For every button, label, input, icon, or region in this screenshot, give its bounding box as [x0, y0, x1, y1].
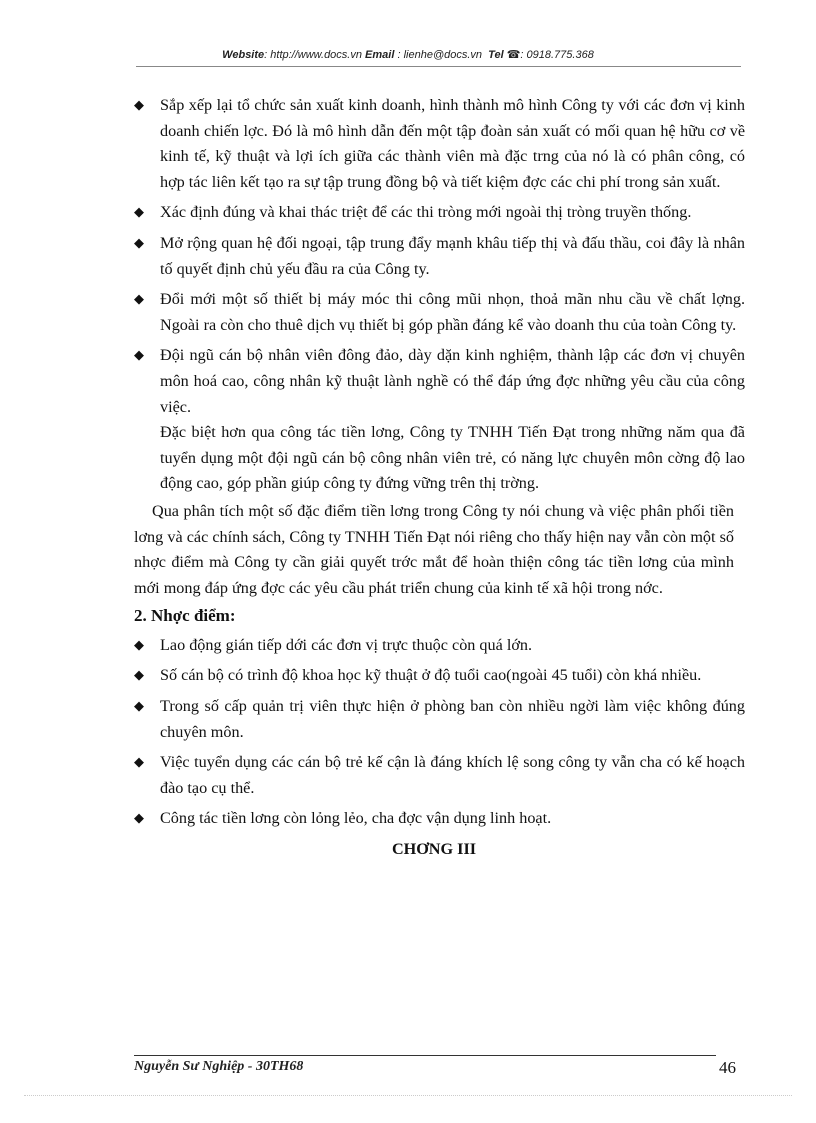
diamond-bullet-icon: ◆ — [134, 204, 144, 220]
list-item — [134, 750, 745, 801]
list-item — [134, 663, 745, 689]
footer-author: Nguyễn Sư Nghiệp - 30TH68 — [134, 1059, 304, 1073]
list-item — [134, 93, 745, 195]
telephone-icon: ☎ — [506, 49, 521, 61]
list-item-text: Đội ngũ cán bộ nhân viên đông đảo, dày dặn kinh nghiệm, thành lập các đơn vị chuyên môn hoá cao, công nhân kỹ thuật lành nghề có thể đáp ứng đợc những yêu cầu của công việc. — [160, 346, 745, 416]
page-header — [0, 48, 816, 61]
tel-number: : 0918.775.368 — [520, 49, 594, 61]
diamond-bullet-icon: ◆ — [134, 698, 144, 714]
list-item — [134, 633, 745, 659]
list-item-text: Việc tuyển dụng các cán bộ trẻ kế cận là đáng khích lệ song công ty vẫn cha có kế hoạch đào tạo cụ thể. — [160, 753, 745, 797]
list-item-text: Sắp xếp lại tổ chức sản xuất kinh doanh, hình thành mô hình Công ty với các đơn vị kinh doanh chiến lợc. Đó là mô hình dẫn đến một tập đoàn sản xuất có mối quan hệ hữu cơ về kinh tế, kỹ thuật và lợi ích giữa các thành viên mà đặc trng của nó là có phân công, có hợp tác liên kết tạo ra sự tập trung đồng bộ và tiết kiệm đợc các chi phí trong sản xuất. — [160, 96, 745, 191]
list-item — [134, 343, 745, 420]
list-item-text: Lao động gián tiếp dới các đơn vị trực thuộc còn quá lớn. — [160, 635, 533, 654]
email-label: Email — [365, 49, 395, 61]
diamond-bullet-icon: ◆ — [134, 810, 144, 826]
website-label: Website — [222, 49, 265, 61]
diamond-bullet-icon: ◆ — [134, 291, 144, 307]
page-edge-divider — [24, 1095, 792, 1096]
document-body — [134, 93, 746, 863]
website-url[interactable]: : http://www.docs.vn — [264, 49, 362, 61]
footer-divider — [134, 1055, 716, 1056]
analysis-paragraph: Qua phân tích một số đặc điểm tiền lơng trong Công ty nói chung và việc phân phối tiền lơng và các chính sách, Công ty TNHH Tiến Đạt nói riêng cho thấy hiện nay vẫn còn một số nhợc điểm mà Công ty cần giải quyết trớc mắt để hoàn thiện công tác tiền lơng của mình mới mong đáp ứng đợc các yêu cầu phát triển chung của kinh tế xã hội trong nớc. — [134, 501, 734, 597]
diamond-bullet-icon: ◆ — [134, 347, 144, 363]
diamond-bullet-icon: ◆ — [134, 234, 144, 250]
list-item-text: Trong số cấp quản trị viên thực hiện ở phòng ban còn nhiều ngời làm việc không đúng chuyên môn. — [160, 697, 745, 741]
header-divider — [136, 66, 741, 67]
list-item — [134, 231, 745, 282]
list-item-text: Số cán bộ có trình độ khoa học kỹ thuật ở độ tuổi cao(ngoài 45 tuổi) còn khá nhiều. — [160, 666, 702, 685]
email-address[interactable]: : lienhe@docs.vn — [397, 49, 483, 61]
diamond-bullet-icon: ◆ — [134, 636, 144, 652]
diamond-bullet-icon: ◆ — [134, 754, 144, 770]
list-item — [134, 806, 745, 832]
list-item — [134, 694, 745, 745]
special-paragraph: Đặc biệt hơn qua công tác tiền lơng, Công ty TNHH Tiến Đạt trong những năm qua đã tuyển dụng một đội ngũ cán bộ công nhân viên trẻ, có năng lực chuyên môn cờng độ lao động cao, góp phần giúp công ty đứng vững trên thị trờng. — [160, 423, 745, 493]
list-item-text: Mở rộng quan hệ đối ngoại, tập trung đẩy mạnh khâu tiếp thị và đấu thầu, coi đây là nhân tố quyết định chủ yếu đầu ra của Công ty. — [160, 233, 745, 278]
tel-label: Tel — [488, 49, 504, 61]
list-item-text: Xác định đúng và khai thác triệt để các thi tròng mới ngoài thị tròng truyền thống. — [160, 203, 692, 222]
list-item-text: Đổi mới một số thiết bị máy móc thi công mũi nhọn, thoả mãn nhu cầu về chất lợng. Ngoài ra còn cho thuê dịch vụ thiết bị góp phần đáng kể vào doanh thu của toàn Công ty. — [160, 290, 745, 334]
list-item — [134, 287, 745, 338]
section-heading: 2. Nhợc điểm: — [134, 606, 236, 626]
list-item — [134, 200, 745, 226]
page-number: 46 — [719, 1058, 736, 1077]
chapter-heading: CHƠNG III — [391, 840, 477, 859]
list-item-text: Công tác tiền lơng còn lỏng lẻo, cha đợc vận dụng linh hoạt. — [160, 809, 552, 828]
diamond-bullet-icon: ◆ — [134, 667, 144, 683]
diamond-bullet-icon: ◆ — [134, 97, 144, 112]
